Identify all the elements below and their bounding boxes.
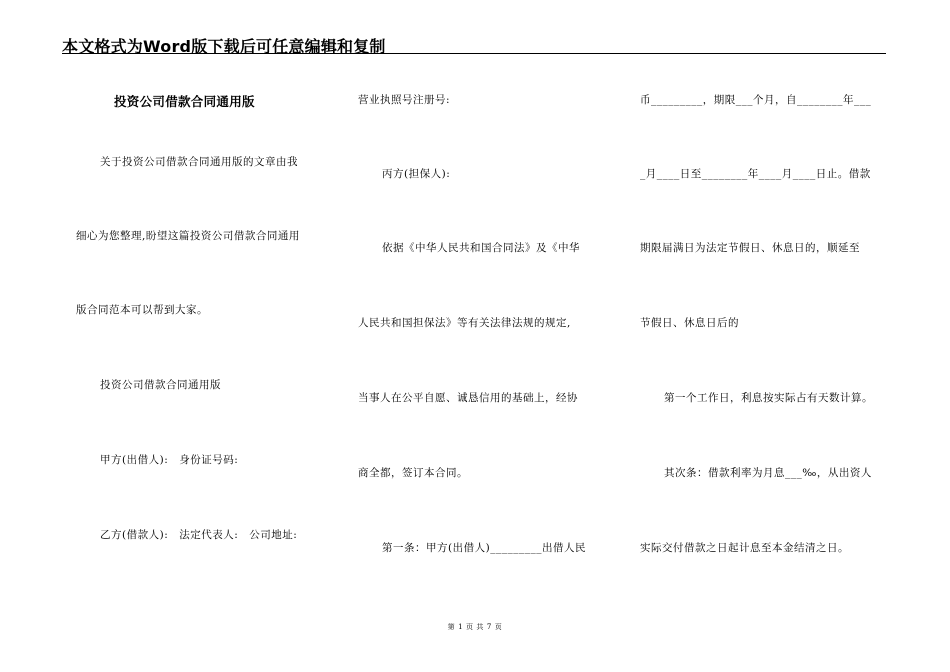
paragraph-line: 第一条：甲方(出借人)_________出借人民 [382, 542, 586, 554]
paragraph-line: 甲方(出借人): 身份证号码: [100, 454, 239, 466]
banner-rule [62, 53, 886, 54]
paragraph-line: 乙方(借款人): 法定代表人: 公司地址: [100, 529, 298, 541]
paragraph-line: 商全都，签订本合同。 [358, 467, 468, 479]
paragraph-line: _月____日至________年____月____日止。借款 [640, 168, 871, 180]
paragraph-line: 期限届满日为法定节假日、休息日的，顺延至 [640, 242, 860, 254]
paragraph-line: 依据《中华人民共和国合同法》及《中华 [382, 242, 580, 254]
paragraph-line: 第一个工作日，利息按实际占有天数计算。 [664, 392, 873, 404]
paragraph-line: 币_________，期限___个月，自________年___ [640, 94, 872, 106]
paragraph-line: 营业执照号注册号: [358, 94, 451, 106]
paragraph-line: 节假日、休息日后的 [640, 317, 739, 329]
paragraph-line: 细心为您整理,盼望这篇投资公司借款合同通用 [76, 230, 300, 242]
paragraph-line: 版合同范本可以帮到大家。 [76, 304, 208, 316]
paragraph-line: 实际交付借款之日起计息至本金结清之日。 [640, 542, 849, 554]
paragraph-line: 其次条：借款利率为月息___‰，从出资人 [664, 467, 872, 479]
document-title: 投资公司借款合同通用版 [114, 94, 255, 109]
download-banner: 本文格式为Word版下载后可任意编辑和复制 [62, 37, 386, 56]
page-indicator: 第 1 页 共 7 页 [447, 623, 503, 631]
paragraph-line: 当事人在公平自愿、诚恳信用的基础上，经协 [358, 392, 578, 404]
paragraph-line: 丙方(担保人): [382, 168, 451, 180]
paragraph-line: 人民共和国担保法》等有关法律法规的规定, [358, 317, 571, 329]
paragraph-line: 投资公司借款合同通用版 [100, 379, 221, 391]
paragraph-line: 关于投资公司借款合同通用版的文章由我 [100, 156, 298, 168]
